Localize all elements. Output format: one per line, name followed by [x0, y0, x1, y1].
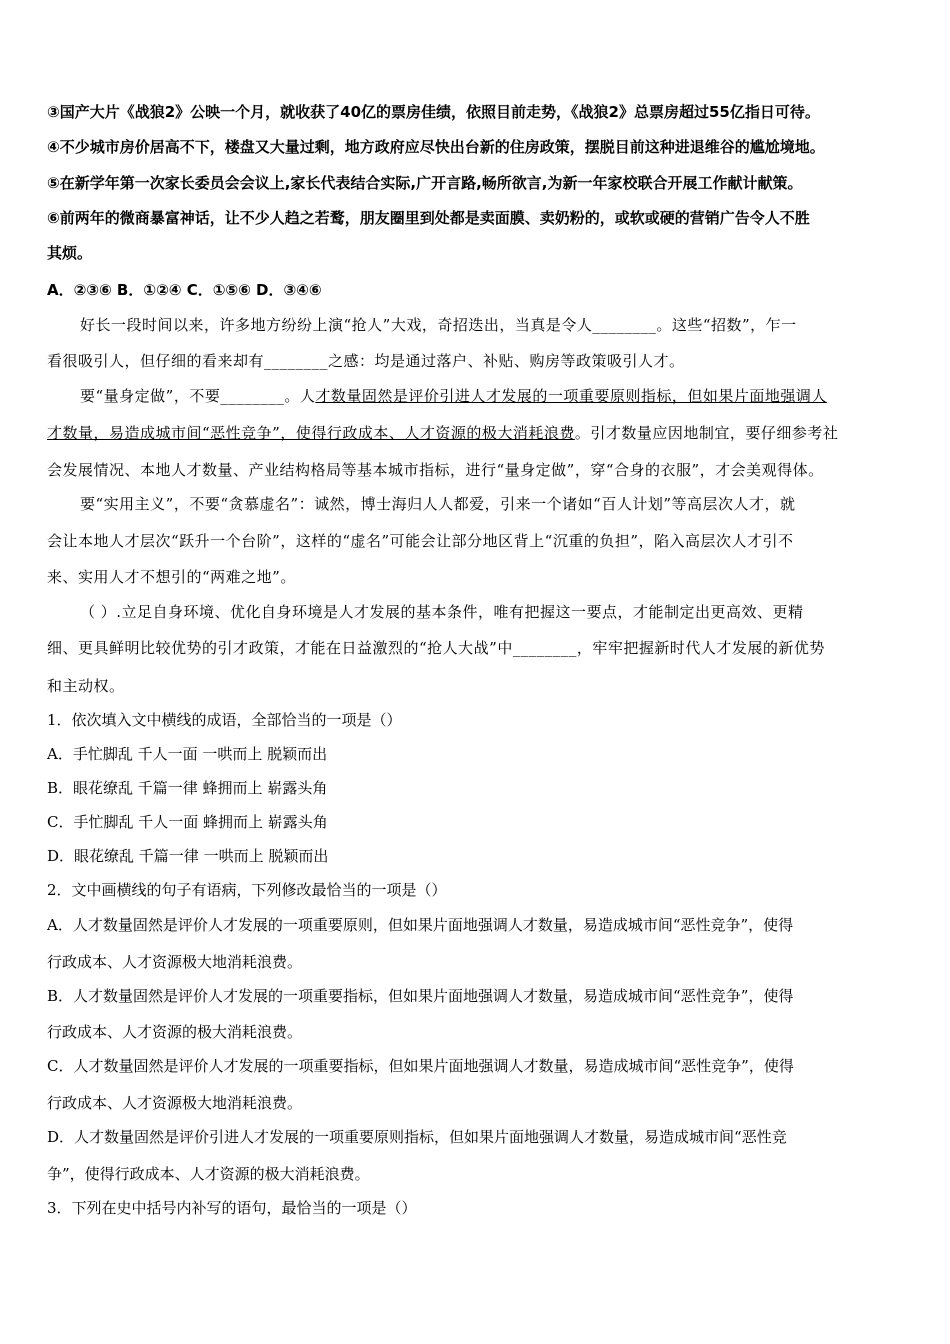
passage-p2-line1-plain: 要“量身定做”，不要________。人 — [80, 387, 316, 405]
underlined-sentence-part2: 才数量，易造成城市间“恶性竞争”，使得行政成本、人才资源的极大消耗浪费 — [47, 424, 575, 442]
question-2-option-a-line2: 行政成本、人才资源极大地消耗浪费。 — [47, 953, 303, 971]
passage-p4-line1: （ ）.立足自身环境、优化自身环境是人才发展的基本条件，唯有把握这一要点，才能制定出更高效、更精 — [80, 603, 804, 621]
question-2-option-a-line1: A．人才数量固然是评价人才发展的一项重要原则，但如果片面地强调人才数量，易造成城市间“恶性竞争”，使得 — [47, 916, 794, 934]
passage-p3-line2: 会让本地人才层次“跃升一个台阶”，这样的“虚名”可能会让部分地区背上“沉重的负担”，陷入高层次人才引不 — [47, 532, 794, 550]
question-1-option-c: C．手忙脚乱 千人一面 蜂拥而上 崭露头角 — [47, 813, 328, 831]
passage-p1-line2: 看很吸引人，但仔细的看来却有________之感：均是通过落户、补贴、购房等政策吸引人才。 — [47, 352, 685, 370]
sentence-3: ③国产大片《战狼2》公映一个月，就收获了40亿的票房佳绩，依照目前走势，《战狼2》总票房超过55亿指日可待。 — [47, 103, 820, 121]
passage-p4-line3: 和主动权。 — [47, 677, 125, 695]
question-2-stem: 2．文中画横线的句子有语病，下列修改最恰当的一项是（） — [47, 881, 447, 899]
question-2-option-d-line2: 争”，使得行政成本、人才资源的极大消耗浪费。 — [47, 1165, 370, 1183]
question-1-option-d: D．眼花缭乱 千篇一律 一哄而上 脱颖而出 — [47, 847, 329, 865]
prior-answer-options: A．②③⑥ B．①②④ C．①⑤⑥ D．③④⑥ — [47, 281, 322, 299]
passage-p4-line2: 细、更具鲜明比较优势的引才政策，才能在日益激烈的“抢人大战”中________，牢牢把握新时代人才发展的新优势 — [47, 639, 825, 657]
question-2-option-b-line1: B．人才数量固然是评价人才发展的一项重要指标，但如果片面地强调人才数量，易造成城市间“恶性竞争”，使得 — [47, 987, 794, 1005]
passage-p2-line2-plain: 。引才数量应因地制宜，要仔细参考社 — [574, 424, 839, 442]
sentence-6-line2: 其烦。 — [47, 244, 93, 262]
underlined-sentence-part1: 才数量固然是评价引进人才发展的一项重要原则指标，但如果片面地强调人 — [315, 387, 827, 405]
passage-p2-line1 — [80, 386, 827, 406]
sentence-5: ⑤在新学年第一次家长委员会会议上,家长代表结合实际,广开言路,畅所欲言,为新一年家校联合开展工作献计献策。 — [47, 174, 803, 192]
passage-p2-line3: 会发展情况、本地人才数量、产业结构格局等基本城市指标，进行“量身定做”，穿“合身的衣服”，才会美观得体。 — [47, 461, 824, 479]
question-1-option-b: B．眼花缭乱 千篇一律 蜂拥而上 崭露头角 — [47, 779, 328, 797]
question-2-option-c-line2: 行政成本、人才资源极大地消耗浪费。 — [47, 1094, 303, 1112]
passage-p3-line1: 要“实用主义”，不要“贪慕虚名”：诚然，博士海归人人都爱，引来一个诸如“百人计划”等高层次人才，就 — [80, 495, 796, 513]
passage-p2-line2 — [47, 423, 838, 443]
question-2-option-c-line1: C．人才数量固然是评价人才发展的一项重要指标，但如果片面地强调人才数量，易造成城市间“恶性竞争”，使得 — [47, 1057, 794, 1075]
question-2-option-b-line2: 行政成本、人才资源的极大消耗浪费。 — [47, 1023, 303, 1041]
question-3-stem: 3．下列在史中括号内补写的语句，最恰当的一项是（） — [47, 1199, 417, 1217]
passage-p1-line1: 好长一段时间以来，许多地方纷纷上演“抢人”大戏，奇招迭出，当真是令人________。这些“招数”，乍一 — [80, 316, 797, 334]
question-2-option-d-line1: D．人才数量固然是评价引进人才发展的一项重要原则指标，但如果片面地强调人才数量，易造成城市间“恶性竞 — [47, 1128, 787, 1146]
sentence-4: ④不少城市房价居高不下，楼盘又大量过剩，地方政府应尽快出台新的住房政策，摆脱目前这种进退维谷的尴尬境地。 — [47, 138, 825, 156]
question-1-option-a: A．手忙脚乱 千人一面 一哄而上 脱颖而出 — [47, 745, 328, 763]
question-1-stem: 1．依次填入文中横线的成语，全部恰当的一项是（） — [47, 711, 402, 729]
sentence-6-line1: ⑥前两年的微商暴富神话，让不少人趋之若鹜，朋友圈里到处都是卖面膜、卖奶粉的，或软或硬的营销广告令人不胜 — [47, 209, 810, 227]
passage-p3-line3: 来、实用人才不想引的“两难之地”。 — [47, 568, 296, 586]
